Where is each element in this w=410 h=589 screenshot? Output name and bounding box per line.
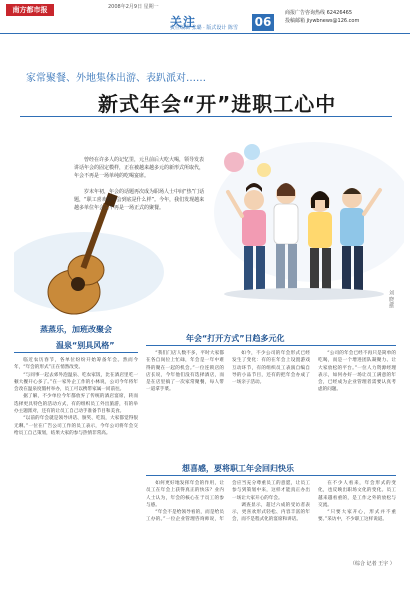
lead-text: 曾经在许多人的记忆里，元旦前后大吃大喝，领导发表讲话年会的固定模样，正在被越来越多元的新形式所取代，年会不再是一场单纯的吃喝宴席。 xyxy=(74,157,205,179)
body-paragraph: “与同事一起去郊外泡温泉、吃农家饭，比在酒店里吃一顿大餐开心多了。”在一家外企工作的小林说，公司今年将年会改在温泉度假村举办，员工可以携带家属一同前往。 xyxy=(14,372,138,393)
body-paragraph: “只要大家开心，形式并不重要。”采访中，不少职工这样说道。 xyxy=(318,510,396,523)
illustration-svg xyxy=(14,122,404,322)
masthead xyxy=(0,0,410,34)
headline-title: 新式年会“开”进职工心中 xyxy=(98,92,337,116)
body-paragraph: “年会不是给领导看的，而是给员工办的。”一位企业管理咨询师说，年会应当充分尊重员工的意愿，让员工参与到策划中来，这样才能真正办出一场让大家开心的年会。 xyxy=(146,481,310,523)
body-paragraph: 据了解，不少单位今年都放弃了传统的酒店宴席，转而选择更具特色的活动方式，有的组织员工外出旅游，有的举办主题派对，还有的让员工自己动手准备节目和美食。 xyxy=(14,394,138,415)
balloon-blue xyxy=(244,144,260,160)
body-paragraph: “公司的年会已经不再只是简单的吃喝，而是一个增进团队凝聚力、让大家放松的平台。”一位人力资源经理表示，如何办好一场让员工满意的年会，已经成为企业管理者需要认真考虑的问题。 xyxy=(318,351,396,393)
section1-text-column xyxy=(14,357,138,577)
contact-email: 投稿邮箱 jiywbnews@126.com xyxy=(285,18,360,24)
page-number-badge: 06 xyxy=(252,14,274,31)
section1-subhead-line2: 温泉“别具风格” xyxy=(56,341,115,350)
section2-rule xyxy=(146,345,396,346)
lead-text-continued: 岁末年初，年会的话题再次成为职场人士中间“热”门话题，“职工喜欢的年会到底是什么样”。今年，我们发现越来越多单位年会已不再是一场正式的聚餐。 xyxy=(74,189,205,211)
body-paragraph: 调查显示，超过六成的受访者表示，更喜欢形式轻松、内容丰富的年会，而不是程式化的宴席和讲话。 xyxy=(232,502,310,523)
section1-subhead: 蒸蒸乐，加班改聚会 xyxy=(40,325,112,334)
photo-caption: 刘 晓/摄 xyxy=(388,290,394,309)
article-credit: （综合 记者 王宇 ） xyxy=(350,561,395,567)
newspaper-logo: 南方都市报 xyxy=(6,4,54,16)
section-editors: 责任编辑 张璐 · 版式设计 陈雪 xyxy=(170,25,238,31)
contact-phone: 商报广告咨询热线 62426465 xyxy=(285,10,353,16)
section3-rule xyxy=(146,475,396,476)
section3-text-columns xyxy=(146,480,396,558)
illustration-photo xyxy=(14,122,404,322)
balloon-yellow xyxy=(257,163,271,177)
balloon-pink xyxy=(224,152,244,172)
section2-subhead: 年会“打开方式”日趋多元化 xyxy=(186,334,285,343)
headline-kicker: 家常聚餐、外地集体出游、表趴派对…… xyxy=(26,73,206,84)
body-paragraph: 临近农历春节，各单位纷纷开始筹备年会。然而今年，“年会的形式”正在悄然改变。 xyxy=(14,358,138,371)
body-paragraph: 在不少人看来，年会形式的变化，也反映出职场文化的变化。员工越来越看重的，是工作之外的放松与交流。 xyxy=(318,481,396,508)
issue-date: 2008年2月9日 星期一 xyxy=(108,4,159,10)
body-paragraph: “以前的年会就是领导讲话、颁奖、吃饭，大家都觉得很无聊。”一位在广告公司工作的员工表示，今年公司将年会交给员工自己策划，结果大家的参与热情非常高。 xyxy=(14,416,138,436)
headline-divider xyxy=(20,116,392,117)
body-paragraph: “我们门店人数不多，平时大家都在各自岗位上忙碌，年会是一年中难得的聚在一起的机会。”一位连锁店的店长说，今年他们没有选择酒店，而是在店里搞了一次家常聚餐，每人带一道拿手菜。 xyxy=(146,351,224,393)
body-paragraph: 如今，不少公司的年会形式已经发生了变化：有的在年会上设置游戏互动环节，有的组织员工表演自编自导的小品节目，还有的把年会办成了一场亲子活动。 xyxy=(232,351,310,386)
section-title: 关注 xyxy=(170,15,197,29)
body-paragraph: 如何更好地发挥年会的作用，让员工在年会上获得真正的快乐？业内人士认为，年会的核心在于员工的参与感。 xyxy=(146,481,224,508)
section1-rule xyxy=(14,352,138,353)
lead-paragraph xyxy=(74,156,206,212)
section3-subhead: 想喜感，要将职工年会回归快乐 xyxy=(182,464,294,473)
contact-info xyxy=(285,9,359,25)
section2-text-columns xyxy=(146,350,396,458)
